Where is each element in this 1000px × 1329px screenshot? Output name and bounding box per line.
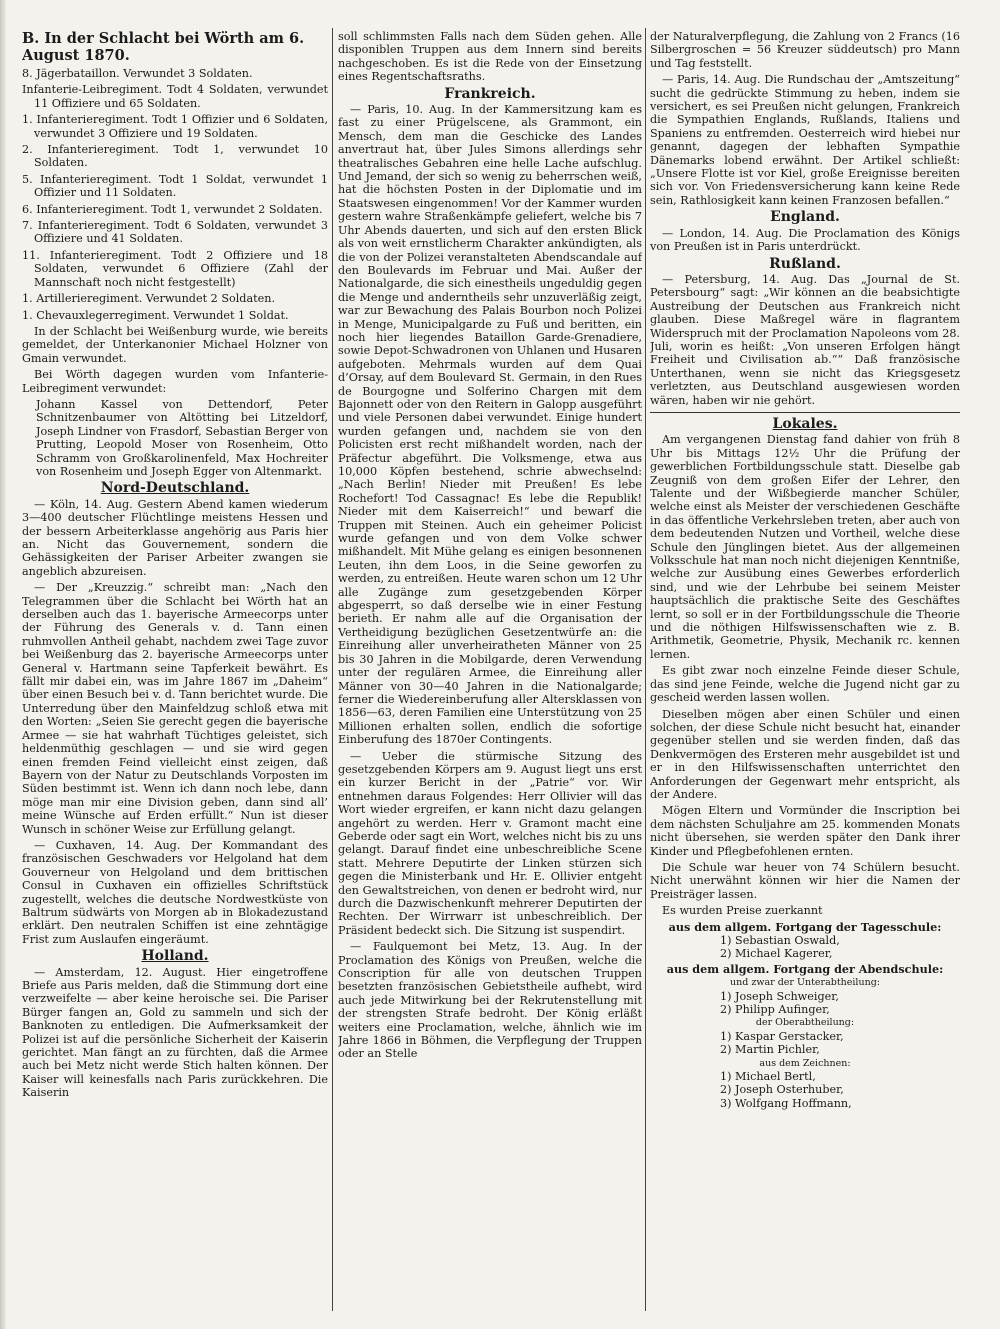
article-paragraph: — Der „Kreuzzig.“ schreibt man: „Nach den Telegrammen über die Schlacht bei Wörth hat an derselben auch das 1. bayerische Armeecorps unter der Führung des Generals v. d. Tann einen ruhmvollen Antheil gehabt, nachdem zwei Tage zuvor bei Weißenburg das 2. bayerische Armeecorps unter General v. Hartmann seine Tapferkeit bewährt. Es fällt mir dabei ein, was im Jahre 1867 im „Daheim“ über einen Besuch bei v. d. Tann berichtet wurde. Die Unterredung über den Mainfeldzug schloß etwa mit den Worten: „Seien Sie gerecht gegen die bayerische Armee — sie hat wahrhaft Tüchtiges geleistet, sich heldenmüthig geschlagen — und sie wird gegen einen fremden Feind vielleicht einst zeigen, daß Bayern von der Natur zu Deutschlands Vorposten im Süden bestimmt ist. Wenn ich dann noch lebe, dann möge man mir eine Division geben, dann sind all’ meine Wünsche auf Erden erfüllt.“ Nun ist dieser Wunsch in schöner Weise zur Erfüllung gelangt. bbox=[22, 581, 328, 836]
list-item: 11. Infanterieregiment. Todt 2 Offiziere und 18 Soldaten, verwundet 6 Offiziere (Zahl der Mannschaft noch nicht festgestellt) bbox=[22, 248, 328, 289]
section-heading-nord-deutschland: Nord-Deutschland. bbox=[100, 480, 250, 497]
page-binding-edge bbox=[0, 0, 6, 1329]
article-paragraph: Mögen Eltern und Vormünder die Inscription bei dem nächsten Schuljahre am 25. kommenden Monats nicht übersehen, sie werden später den Dank ihrer Kinder und Pflegbefohlenen ernten. bbox=[650, 804, 960, 858]
list-item: Infanterie-Leibregiment. Todt 4 Soldaten, verwundet 11 Offiziere und 65 Soldaten. bbox=[22, 83, 328, 110]
prize-winner: 1) Kaspar Gerstacker, bbox=[720, 1029, 844, 1043]
prize-subheading: der Oberabtheilung: bbox=[755, 1017, 855, 1029]
prize-winner: 1) Joseph Schweiger, bbox=[720, 989, 839, 1003]
article-paragraph: — Paris, 14. Aug. Die Rundschau der „Amtszeitung“ sucht die gedrückte Stimmung zu heben, indem sie versichert, es sei Preußen nicht gelungen, Frankreich die Sympathien Englands, Rußlands, Italiens und Spaniens zu entfremden. Oesterreich wird hiebei nur genannt, dagegen der lebhaften Sympathie Dänemarks lobend erwähnt. Der Artikel schließt: „Unsere Flotte ist vor Kiel, große Ereignisse bereiten sich vor. Von Friedensversicherung kann keine Rede sein, Rathlosigkeit kann keinen Franzosen befallen.“ bbox=[650, 73, 960, 207]
section-heading-russland: Rußland. bbox=[769, 255, 841, 272]
article-paragraph: Bei Wörth dagegen wurden vom Infanterie-Leibregiment verwundet: bbox=[22, 368, 328, 395]
names-paragraph: Johann Kassel von Dettendorf, Peter Schnitzenbaumer von Altötting bei Litzeldorf, Joseph Lindner von Frasdorf, Sebastian Berger von Prutting, Leopold Moser von Rosenheim, Otto Schramm von Großkarolinenfeld, Max Hochreiter von Rosenheim und Joseph Egger von Altenmarkt. bbox=[36, 397, 328, 478]
list-item: 6. Infanterieregiment. Todt 1, verwundet 2 Soldaten. bbox=[22, 202, 323, 216]
prize-category-heading: aus dem allgem. Fortgang der Tagesschule: bbox=[668, 919, 942, 934]
article-paragraph: — Amsterdam, 12. August. Hier eingetroffene Briefe aus Paris melden, daß die Stimmung dort eine verzweifelte — aber keine heroische sei. Die Pariser Bürger fangen an, Gold zu sammeln und sich der Banknoten zu entledigen. Die Aufmerksamkeit der Polizei ist auf die persönliche Sicherheit der Kaiserin gerichtet. Man fängt an zu fürchten, daß die Armee auch bei Metz nicht werde Stich halten können. Der Kaiser will keinesfalls nach Paris zurückkehren. Die Kaiserin bbox=[22, 965, 328, 1100]
article-paragraph: — Ueber die stürmische Sitzung des gesetzgebenden Körpers am 9. August liegt uns erst ein kurzer Bericht in der „Patrie“ vor. Wir entnehmen daraus Folgendes: Herr Ollivier will das Wort wieder ergreifen, er kann nicht dazu gelangen angehört zu werden. Herr v. Gramont macht eine Geberde oder sagt ein Wort, welches nicht bis zu uns gelangt. Darauf findet eine unbeschreibliche Scene statt. Mehrere Deputirte der Linken stürzen sich gegen die Ministerbank und Hr. E. Ollivier entgeht den Gewaltstreichen, von denen er bedroht wird, nur durch die Dazwischenkunft mehrerer Deputirten der Rechten. Der Wirrwarr ist unbeschreiblich. Der Präsident bedeckt sich. Die Sitzung ist suspendirt. bbox=[338, 749, 642, 937]
list-item: 1. Infanterieregiment. Todt 1 Offizier und 6 Soldaten, verwundet 3 Offiziere und 19 Soldaten. bbox=[22, 113, 328, 140]
prize-winner: 1) Sebastian Oswald, bbox=[720, 934, 840, 947]
prize-winner: 3) Wolfgang Hoffmann, bbox=[720, 1096, 852, 1110]
column-rule bbox=[645, 28, 646, 1311]
column-1 bbox=[22, 30, 328, 1317]
list-item: 1. Artillerieregiment. Verwundet 2 Soldaten. bbox=[22, 292, 276, 306]
article-paragraph: — London, 14. Aug. Die Proclamation des Königs von Preußen ist in Paris unterdrückt. bbox=[650, 226, 960, 254]
list-item: 1. Chevauxlegerregiment. Verwundet 1 Soldat. bbox=[22, 308, 289, 322]
section-heading-frankreich: Frankreich. bbox=[444, 85, 536, 102]
prize-winner: 1) Michael Bertl, bbox=[720, 1070, 816, 1084]
article-paragraph: Die Schule war heuer von 74 Schülern besucht. Nicht unerwähnt können wir hier die Namen der Preisträger lassen. bbox=[650, 860, 960, 901]
article-paragraph: Am vergangenen Dienstag fand dahier von früh 8 Uhr bis Mittags 12½ Uhr die Prüfung der gewerblichen Fortbildungsschule statt. Dieselbe gab Zeugniß von dem großen Eifer der Lehrer, den Talente und der Wißbegierde mancher Schüler, welche einst als Meister der verschiedenen Geschäfte in das öffentliche Verkehrsleben treten, aber auch von dem bedeutenden Nutzen und Vortheil, welche diese Schule den Jünglingen bietet. Aus der allgemeinen Volksschule hat man noch nicht diejenigen Kenntniße, welche zur Ausübung eines Gewerbes erforderlich sind, und wie der Lehrbube bei seinem Meister hauptsächlich die praktische Seite des Geschäftes lernt, so soll er in der Fortbildungsschule die Theorie und die nöthigen Hilfswissenschaften wie z. B. Arithmetik, Geometrie, Physik, Mechanik rc. kennen lernen. bbox=[650, 433, 960, 661]
column-rule bbox=[332, 28, 333, 1311]
prize-subheading: und zwar der Unterabtheilung: bbox=[730, 977, 880, 989]
section-heading-england: England. bbox=[770, 209, 840, 226]
list-item: 7. Infanterieregiment. Todt 6 Soldaten, verwundet 3 Offiziere und 41 Soldaten. bbox=[22, 219, 328, 246]
article-paragraph: In der Schlacht bei Weißenburg wurde, wie bereits gemeldet, der Unterkanonier Michael Holzner von Gmain verwundet. bbox=[22, 324, 328, 365]
prize-winner: 2) Joseph Osterhuber, bbox=[720, 1083, 844, 1097]
article-paragraph: — Köln, 14. Aug. Gestern Abend kamen wiederum 3—400 deutscher Flüchtlinge meistens Hessen und der bessern Arbeiterklasse angehörig aus Paris hier an. Nicht das Gouvernement, sondern die Gehässigkeiten der Pariser Arbeiter zwangen sie angeblich abzureisen. bbox=[22, 497, 328, 578]
article-paragraph: der Naturalverpflegung, die Zahlung von 2 Francs (16 Silbergroschen = 56 Kreuzer süddeutsch) pro Mann und Tag feststellt. bbox=[650, 30, 960, 70]
list-item: 5. Infanterieregiment. Todt 1 Soldat, verwundet 1 Offizier und 11 Soldaten. bbox=[22, 172, 328, 200]
article-paragraph: — Cuxhaven, 14. Aug. Der Kommandant des französischen Geschwaders vor Helgoland hat dem Gouverneur von Helgoland und dem brittischen Consul in Cuxhaven ein offizielles Schriftstück zugestellt, welches die deutsche Nordwestküste von Baltrum südwärts von Morgen ab in Blokadezustand erklärt. Den neutralen Schiffen ist eine zehntägige Frist zum Auslaufen eingeräumt. bbox=[22, 838, 328, 946]
section-heading-holland: Holland. bbox=[141, 948, 209, 965]
section-divider bbox=[650, 412, 960, 413]
section-heading-lokales: Lokales. bbox=[772, 415, 838, 432]
article-paragraph: Dieselben mögen aber einen Schüler und einen solchen, der diese Schule nicht besucht hat, einander gegenüber stellen und sie werden finden, daß das Denkvermögen des Ersteren mehr ausgebildet ist und er in den Hilfswissenschaften unterrichtet den Anforderungen der Gegenwart mehr entspricht, als der Andere. bbox=[650, 707, 960, 801]
column-3 bbox=[650, 30, 960, 1317]
prize-category-heading: aus dem allgem. Fortgang der Abendschule: bbox=[666, 961, 944, 976]
article-paragraph: Es wurden Preise zuerkannt bbox=[662, 904, 823, 918]
prize-winner: 2) Philipp Aufinger, bbox=[720, 1003, 830, 1017]
article-paragraph: — Faulquemont bei Metz, 13. Aug. In der Proclamation des Königs von Preußen, welche die Conscription für alle von deutschen Truppen besetzten französischen Gebietstheile aufhebt, wird auch jede Mitwirkung bei der Rekrutenstellung mit der strengsten Strafe bedroht. Der König erläßt weiters eine Proclamation, welche, ähnlich wie im Jahre 1866 in Böhmen, die Verpflegung der Truppen oder an Stelle bbox=[338, 940, 642, 1061]
list-item: 8. Jägerbataillon. Verwundet 3 Soldaten. bbox=[22, 67, 253, 80]
list-item: 2. Infanterieregiment. Todt 1, verwundet 10 Soldaten. bbox=[22, 143, 328, 170]
casualty-heading: B. In der Schlacht bei Wörth am 6. August 1870. bbox=[22, 30, 305, 64]
column-2 bbox=[338, 30, 642, 1317]
article-paragraph: — Paris, 10. Aug. In der Kammersitzung kam es fast zu einer Prügelscene, als Grammont, ein Mensch, dem man die Geschicke des Landes anvertraut hat, über Jules Simons allerdings sehr theatralisches Gebahren eine helle Lache aufschlug. Und Jemand, der sich so wenig zu beherrschen weiß, hat die höchsten Posten in der Diplomatie und im Staatswesen eingenommen! Vor der Kammer wurden gestern wahre Straßenkämpfe geliefert, welche bis 7 Uhr Abends dauerten, und sich auf den ersten Blick als von weit ernstlicherm Charakter ankündigten, als die von der Polizei veranstalteten Abendscandale auf den Boulevards im Februar und Mai. Außer der Nationalgarde, die sich einestheils ungeduldig gegen die Menge und anderntheils sehr unzuverläßig zeigt, war zur Bewachung des Palais Bourbon noch Polizei in Menge, Municipalgarde zu Fuß und beritten, ein noch hier liegendes Bataillon Garde-Grenadiere, sowie Depot-Schwadronen von Uhlanen und Husaren aufgeboten. Mehrmals wurden auf dem Quai d’Orsay, auf dem Boulevard St. Germain, in den Rues de Bourgogne und Solferino Chargen mit dem Bajonnett oder von den Reitern in Galopp ausgeführt und viele Personen dabei verwundet. Einige hundert wurden gefangen und, nachdem sie von den Policisten erst recht mißhandelt worden, nach der Präfectur abgeführt. Die Volksmenge, etwa aus 10,000 Köpfen bestehend, schrie abwechselnd: „Nach Berlin! Nieder mit Preußen! Es lebe Rochefort! Tod Cassagnac! Es lebe die Republik! Nieder mit dem Kaiserreich!“ und bewarf die Truppen mit Steinen. Auch ein geheimer Policist wurde gefangen und von dem Volke schwer mißhandelt. Mit Mühe gelang es einigen besonnenen Leuten, ihn dem Loos, in die Seine geworfen zu werden, zu entreißen. Heute waren schon um 12 Uhr alle Zugänge zum gesetzgebenden Körper abgesperrt, so daß derselbe wie in einer Festung berieth. Er nahm alle auf die Organisation der Vertheidigung bezüglichen Gesetzentwürfe an: die Einreihung aller unverheiratheten Männer von 25 bis 30 Jahren in die Mobilgarde, deren Verwendung unter der regulären Armee, die Einreihung aller Männer von 30—40 Jahren in die Nationalgarde; ferner die Wiedereinberufung aller Altersklassen von 1856—63, deren Familien eine Unterstützung von 25 Millionen erhalten sollen, endlich die sofortige Einberufung des 1870er Contingents. bbox=[338, 103, 642, 747]
prize-subheading: aus dem Zeichnen: bbox=[759, 1057, 851, 1069]
article-paragraph: soll schlimmsten Falls nach dem Süden gehen. Alle disponiblen Truppen aus dem Innern sind bereits nachgeschoben. Es ist die Rede von der Einsetzung eines Regentschaftsraths. bbox=[338, 30, 642, 84]
article-paragraph: — Petersburg, 14. Aug. Das „Journal de St. Petersbourg“ sagt: „Wir können an die beabsichtigte Austreibung der Deutschen aus Frankreich nicht glauben. Diese Maßregel wäre in flagrantem Widerspruch mit der Proclamation Napoleons vom 28. Juli, worin es heißt: „Von unseren Erfolgen hängt Freiheit und Civilisation ab.““ Daß französische Unterthanen, wenn sie nicht das Kriegsgesetz verletzten, aus Deutschland ausgewiesen worden wären, haben wir nie gehört. bbox=[650, 272, 960, 407]
article-paragraph: Es gibt zwar noch einzelne Feinde dieser Schule, das sind jene Feinde, welche die Jugend nicht gar zu gescheid werden lassen wollen. bbox=[650, 664, 960, 705]
prize-winner: 2) Martin Pichler, bbox=[720, 1043, 820, 1057]
prize-winner: 2) Michael Kagerer, bbox=[720, 947, 833, 961]
